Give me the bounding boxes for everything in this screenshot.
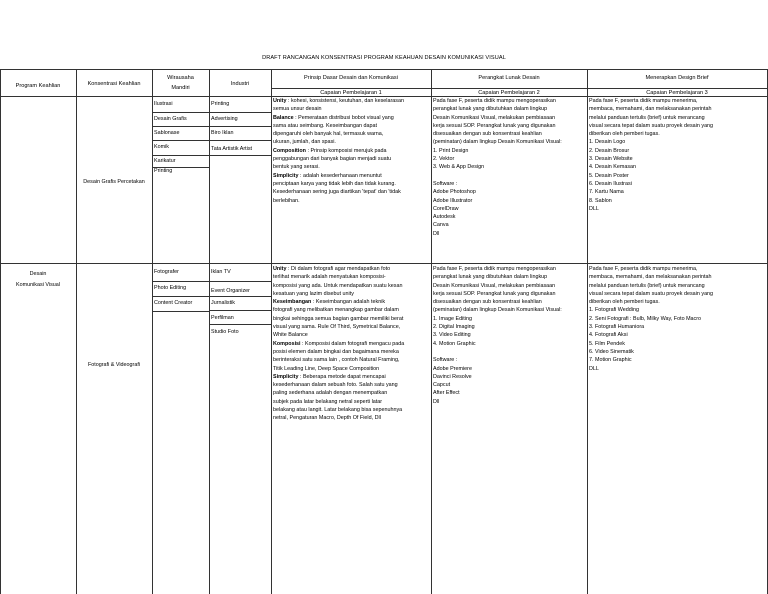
text-line: Unity : kohesi, konsistensi, keutuhan, dan keselarasan bbox=[273, 98, 404, 104]
text-line: posisi elemen dalam bingkai dan bagaimana mereka bbox=[273, 348, 399, 355]
text-line: Adobe Photoshop bbox=[433, 189, 476, 196]
text-line: Capcut bbox=[433, 382, 451, 389]
text-line bbox=[433, 172, 562, 180]
text-line: 4. Fotografi Aksi bbox=[589, 332, 628, 339]
term-label: Simplicity bbox=[273, 373, 299, 380]
text-line: kesatuan yang lazim disebut unity bbox=[273, 290, 354, 297]
text-line: bentuk yang serasi. bbox=[273, 164, 320, 171]
text-line: Simplicity : Beberapa metode dapat mencapai bbox=[273, 373, 386, 380]
industri-item: Iklan TV bbox=[211, 269, 231, 275]
wirausaha-item: Desain Grafis bbox=[154, 116, 187, 122]
text-line: 8. Sablon bbox=[589, 197, 612, 204]
text-line: berinteraksi satu sama lain , contoh Natural Framing, bbox=[273, 357, 400, 364]
text-line bbox=[433, 348, 562, 356]
program-name-1: Desain bbox=[29, 271, 47, 277]
wirausaha-item: Sablonase bbox=[154, 130, 180, 136]
text-line: 3. Video Editing bbox=[433, 332, 471, 339]
text-line: Kesederhanaan sering juga diartikan 'tepat' dan 'tidak bbox=[273, 189, 401, 196]
wirausaha-item: Content Creator bbox=[154, 300, 193, 306]
document-title: DRAFT RANCANGAN KONSENTRASI PROGRAM KEAHUAN DESAIN KOMUNIKASI VISUAL bbox=[262, 55, 506, 61]
text-line: Pada fase F, peserta didik mampu mengoperasikan bbox=[433, 266, 556, 272]
text-line: 7. Kartu Nama bbox=[589, 189, 624, 196]
text-line: Keseimbangan : Keseimbangan adalah teknik bbox=[273, 299, 386, 306]
text-line: melalui panduan tertulis (brief) untuk merancang bbox=[589, 282, 705, 289]
text-line: netral, Pengaturan Macro, Depth Of Field, Dll bbox=[273, 415, 381, 422]
text-line: melalui panduan tertulis (brief) untuk merancang bbox=[589, 114, 705, 121]
text-line: 3. Fotografi Humaniora bbox=[589, 324, 645, 331]
text-line: perangkat lunak yang dibutuhkan dalam lingkup bbox=[433, 274, 548, 281]
text-line: Desain Komunikasi Visual, melakukan pembiasaan bbox=[433, 114, 556, 121]
term-label: Balance bbox=[273, 114, 294, 121]
text-line: 1. Desain Logo bbox=[589, 139, 626, 146]
text-line: terlihat menarik adalah menyatukan komposisi- bbox=[273, 274, 386, 281]
konsentrasi-desain-grafis: Desain Grafis Percetakan bbox=[83, 179, 145, 185]
text-line: kesederhanaan dalam sebuah foto. Salah satu yang bbox=[273, 382, 398, 389]
term-label: Composition bbox=[273, 147, 306, 154]
text-line: Desain Komunikasi Visual, melakukan pembiasaan bbox=[433, 282, 556, 289]
perangkat-text-1 bbox=[433, 97, 562, 238]
text-line: kerja sesuai SOP. Perangkat lunak yang digunakan bbox=[433, 122, 556, 129]
text-line: DLL bbox=[589, 365, 599, 372]
text-line: komposisi yang ada. Untuk mendapatkan suatu kesan bbox=[273, 282, 403, 289]
wirausaha-item: Karikatur bbox=[154, 158, 176, 164]
text-line: subjek pada latar belakang netral seperti latar bbox=[273, 398, 383, 405]
text-line: Dll bbox=[433, 230, 440, 237]
text-line: kerja sesuai SOP. Perangkat lunak yang digunakan bbox=[433, 290, 556, 297]
text-line: 1. Fotografi Wedding bbox=[589, 307, 639, 314]
header-konsentrasi: Konsentrasi Keahlian bbox=[87, 81, 141, 87]
text-line: diberikan oleh pemberi tugas. bbox=[589, 131, 660, 138]
wirausaha-item: Ilustrasi bbox=[154, 101, 173, 107]
text-line: disesuaikan dengan sub konsentrasi keahlian bbox=[433, 299, 542, 306]
text-line: 2. Vektor bbox=[433, 156, 455, 163]
prinsip-text-2 bbox=[273, 265, 404, 423]
text-line: paling sederhana adalah dengan menempatkan bbox=[273, 390, 388, 397]
text-line: Composition : Prinsip komposisi merujuk pada bbox=[273, 147, 387, 154]
header-industri: Industri bbox=[230, 81, 250, 87]
header-program: Program Keahlian bbox=[15, 83, 61, 89]
text-line: After Effect bbox=[433, 390, 460, 397]
text-line: 3. Web & App Design bbox=[433, 164, 485, 171]
header-wirausaha-2: Mandiri bbox=[171, 85, 190, 91]
text-line: sama atau seimbang. Keseimbangan dapat bbox=[273, 122, 377, 129]
text-line: bingkai sehingga semua bagian gambar memiliki berat bbox=[273, 315, 404, 322]
text-line: 6. Video Sinematik bbox=[589, 348, 634, 355]
term-label: Unity bbox=[273, 98, 287, 104]
text-line: 3. Desain Website bbox=[589, 156, 633, 163]
text-line: disesuaikan dengan sub konsentrasi keahlian bbox=[433, 131, 542, 138]
text-line: 4. Motion Graphic bbox=[433, 340, 476, 347]
text-line: 4. Desain Kemasan bbox=[589, 164, 637, 171]
text-line: 5. Film Pendek bbox=[589, 340, 625, 347]
header-perangkat: Perangkat Lunak Desain bbox=[478, 75, 540, 81]
text-line: membaca, memahami, dan melaksanakan perintah bbox=[589, 274, 712, 281]
text-line: 6. Desain Ilustrasi bbox=[589, 180, 632, 187]
text-line: CorelDraw bbox=[433, 205, 459, 212]
text-line: 2. Desain Brosur bbox=[589, 147, 630, 154]
text-line: semua unsur desain bbox=[273, 106, 322, 113]
text-line: perangkat lunak yang dibutuhkan dalam lingkup bbox=[433, 106, 548, 113]
konsentrasi-fotografi: Fotografi & Videografi bbox=[87, 362, 141, 368]
text-line: berlebihan. bbox=[273, 197, 300, 204]
header-prinsip: Prinsip Dasar Desain dan Komunikasi bbox=[304, 75, 398, 81]
text-line: DLL bbox=[589, 205, 599, 212]
header-brief: Menerapkan Design Brief bbox=[645, 75, 709, 81]
text-line: Titik Leading Line, Deep Space Composition bbox=[273, 365, 380, 372]
wirausaha-item: Photo Editing bbox=[154, 285, 187, 291]
wirausaha-item: Fotografer bbox=[154, 269, 179, 275]
wirausaha-item: Komik bbox=[154, 144, 169, 150]
term-label: Simplicity bbox=[273, 172, 299, 179]
text-line: Pada fase F, peserta didik mampu menerima, bbox=[589, 266, 698, 272]
term-label: Keseimbangan bbox=[273, 299, 312, 306]
text-line: Pada fase F, peserta didik mampu mengoperasikan bbox=[433, 98, 556, 104]
text-line: visual secara tepat dalam suatu proyek desain yang bbox=[589, 122, 714, 129]
header-cp1: Capaian Pembelajaran 1 bbox=[320, 90, 382, 96]
brief-text-1 bbox=[589, 97, 713, 213]
text-line: Simplicity : adalah kesederhanaan menuntut bbox=[273, 172, 382, 179]
text-line: penciptaan karya yang tidak lebih dan tidak kurang. bbox=[273, 180, 396, 187]
wirausaha-item: Printing bbox=[154, 168, 173, 174]
text-line: fotografi yang melibatkan menangkap gambar dalam bbox=[273, 307, 399, 314]
text-line: dipengaruhi oleh banyak hal, termasuk warna, bbox=[273, 131, 384, 138]
text-line: penggabungan dari banyak bagian menjadi suatu bbox=[273, 156, 392, 163]
program-name-2: Komunikasi Visual bbox=[16, 282, 60, 288]
text-line: membaca, memahami, dan melaksanakan perintah bbox=[589, 106, 712, 113]
text-line: belakang atau langit. Latar belakang bisa sepenuhnya bbox=[273, 407, 403, 414]
industri-item: Event Organizer bbox=[211, 288, 250, 294]
industri-item: Printing bbox=[211, 101, 230, 107]
header-wirausaha-1: Wirausaha bbox=[167, 75, 194, 81]
text-line: Davinci Resolve bbox=[433, 373, 472, 380]
text-line: visual secara tepat dalam suatu proyek desain yang bbox=[589, 290, 714, 297]
text-line: Adobe Premiere bbox=[433, 365, 472, 372]
text-line: Software : bbox=[433, 357, 458, 364]
industri-item: Studio Foto bbox=[211, 329, 239, 335]
text-line: 2. Seni Fotografi : Bulb, Milky Way, Foto Macro bbox=[589, 315, 702, 322]
text-line: 1. Image Editing bbox=[433, 315, 472, 322]
text-line: Software : bbox=[433, 180, 458, 187]
text-line: 7. Motion Graphic bbox=[589, 357, 632, 364]
text-line: 2. Digital Imaging bbox=[433, 324, 475, 331]
text-line: Komposisi : Komposisi dalam fotografi mengacu pada bbox=[273, 340, 405, 347]
text-line: White Balance bbox=[273, 332, 308, 339]
term-label: Unity bbox=[273, 266, 287, 272]
perangkat-text-2 bbox=[433, 265, 562, 406]
brief-text-2 bbox=[589, 265, 713, 373]
text-line: 5. Desain Poster bbox=[589, 172, 629, 179]
term-label: Komposisi bbox=[273, 340, 301, 347]
text-line: diberikan oleh pemberi tugas. bbox=[589, 299, 660, 306]
prinsip-text-1 bbox=[273, 97, 404, 205]
text-line: Pada fase F, peserta didik mampu menerima, bbox=[589, 98, 698, 104]
industri-item: Biro Iklan bbox=[211, 130, 234, 136]
text-line: 1. Print Design bbox=[433, 147, 469, 154]
industri-item: Jurnalistik bbox=[211, 300, 235, 306]
text-line: Canva bbox=[433, 222, 449, 229]
industri-item: Tata Artistik Artist bbox=[211, 146, 253, 152]
text-line: ukuran, jumlah, dan spasi. bbox=[273, 139, 336, 146]
header-cp3: Capaian Pembelajaran 3 bbox=[646, 90, 708, 96]
header-cp2: Capaian Pembelajaran 2 bbox=[478, 90, 540, 96]
industri-item: Advertising bbox=[211, 116, 238, 122]
text-line: Unity : Di dalam fotografi agar mendapatkan foto bbox=[273, 266, 391, 272]
text-line: visual yang sama. Rule Of Third, Symetrical Balance, bbox=[273, 324, 401, 331]
text-line: Balance : Pemerataan distribusi bobot visual yang bbox=[273, 114, 394, 121]
text-line: (peminatan) dalam lingkup Desain Komunikasi Visual: bbox=[433, 139, 562, 146]
industri-item: Perfilman bbox=[211, 315, 234, 321]
text-line: Adobe Illustrator bbox=[433, 197, 473, 204]
text-line: Dll bbox=[433, 398, 440, 405]
text-line: (peminatan) dalam lingkup Desain Komunikasi Visual: bbox=[433, 307, 562, 314]
text-line: Autodesk bbox=[433, 214, 456, 221]
